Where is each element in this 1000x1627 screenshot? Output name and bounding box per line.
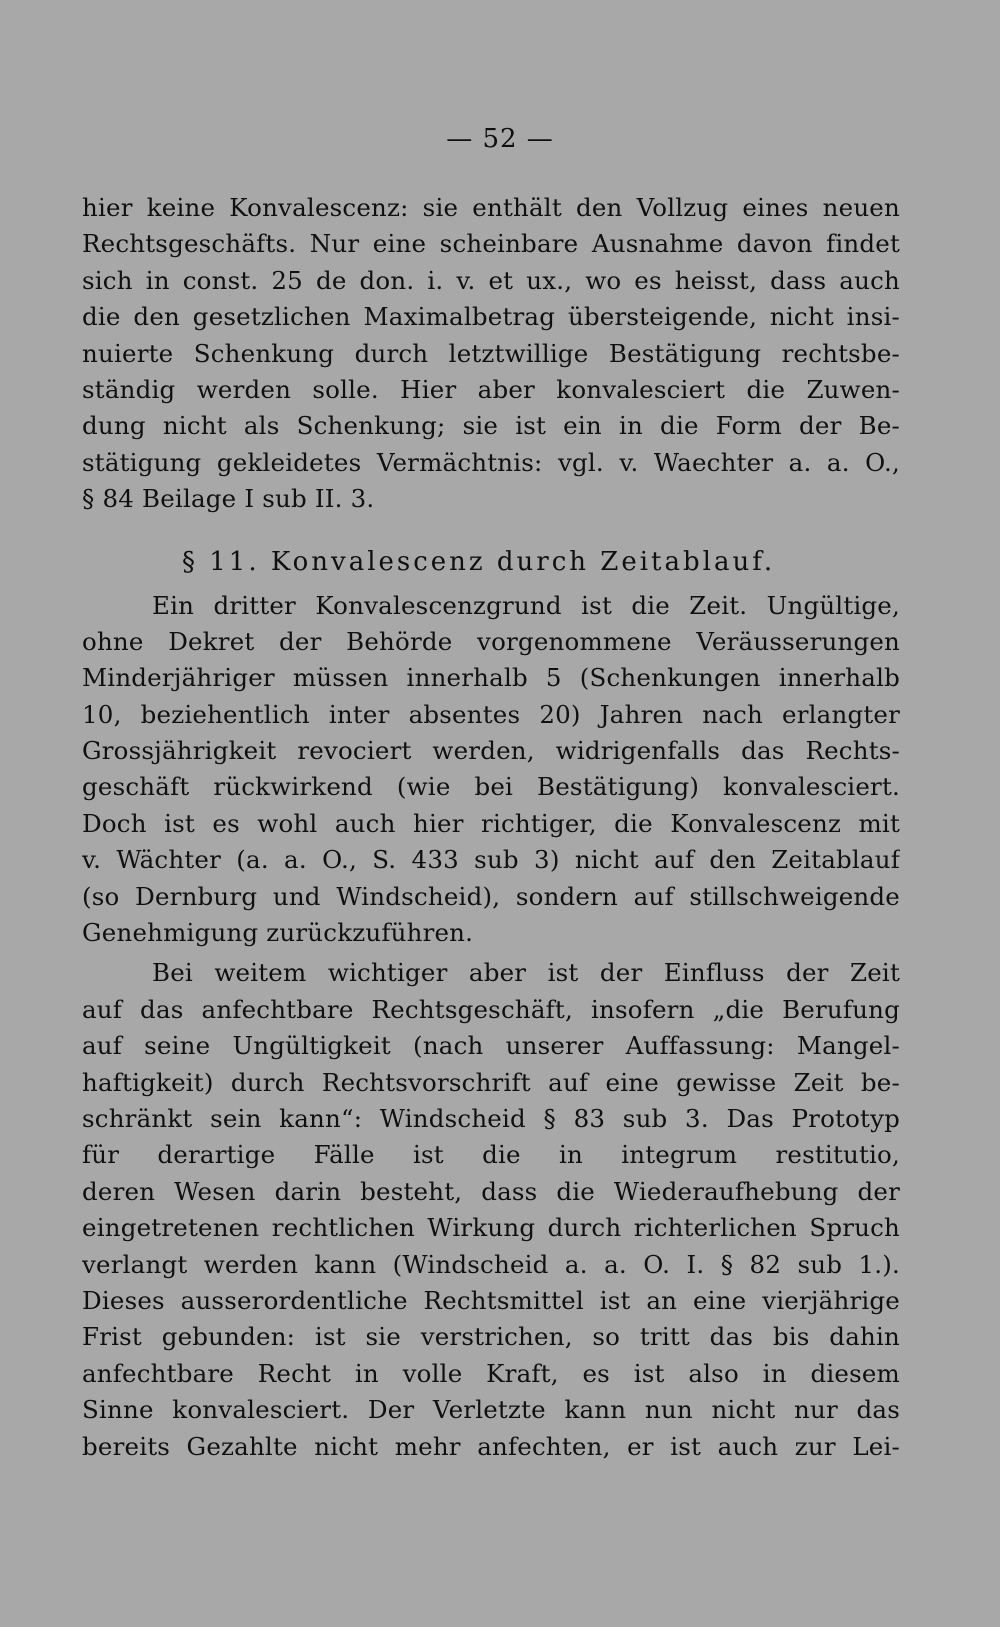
text-line: Ein dritter Konvalescenzgrund ist die Zeit. Ungültige, [152,590,900,620]
intro-paragraph [82,190,900,518]
text-line: Genehmigung zurückzuführen. [82,918,474,948]
text-line: (so Dernburg und Windscheid), sondern auf stillschweigende [82,881,900,911]
text-line: die den gesetzlichen Maximalbetrag übersteigende, nicht insi- [82,302,900,332]
text-line: geschäft rückwirkend (wie bei Bestätigung) konvalesciert. [82,772,900,802]
text-line: § 84 Beilage I sub II. 3. [82,484,375,514]
paragraph-1 [82,588,900,952]
text-line: 10, beziehentlich inter absentes 20) Jahren nach erlangter [82,699,900,729]
text-line: Grossjährigkeit revociert werden, widrigenfalls das Rechts- [82,736,900,766]
text-line: haftigkeit) durch Rechtsvorschrift auf eine gewisse Zeit be- [82,1067,900,1097]
text-line: ohne Dekret der Behörde vorgenommene Veräusserungen [82,626,900,656]
text-line: verlangt werden kann (Windscheid a. a. O. I. § 82 sub 1.). [82,1249,900,1279]
text-line: stätigung gekleidetes Vermächtnis: vgl. v. Waechter a. a. O., [82,447,900,477]
text-line: bereits Gezahlte nicht mehr anfechten, er ist auch zur Lei- [82,1431,900,1461]
text-line: dung nicht als Schenkung; sie ist ein in die Form der Be- [82,411,900,441]
text-line: Sinne konvalesciert. Der Verletzte kann nun nicht nur das [82,1395,900,1425]
text-line: hier keine Konvalescenz: sie enthält den Vollzug eines neuen [82,193,900,222]
page-number: — 52 — [446,124,554,154]
text-line: deren Wesen darin besteht, dass die Wiederaufhebung der [82,1176,900,1206]
text-line: schränkt sein kann“: Windscheid § 83 sub 3. Das Prototyp [82,1103,900,1133]
text-line: Minderjähriger müssen innerhalb 5 (Schenkungen innerhalb [82,663,900,693]
text-line: v. Wächter (a. a. O., S. 433 sub 3) nicht auf den Zeitablauf [82,845,900,875]
text-line: eingetretenen rechtlichen Wirkung durch richterlichen Spruch [82,1213,900,1243]
text-line: Bei weitem wichtiger aber ist der Einfluss der Zeit [152,958,900,988]
text-line: für derartige Fälle ist die in integrum restitutio, [82,1140,900,1170]
text-line: ständig werden solle. Hier aber konvalesciert die Zuwen- [82,374,900,404]
text-line: Dieses ausserordentliche Rechtsmittel ist an eine vierjährige [82,1285,900,1315]
paragraph-2 [82,955,900,1464]
body-text [82,190,900,1465]
text-line: anfechtbare Recht in volle Kraft, es ist also in diesem [82,1358,900,1388]
text-line: Doch ist es wohl auch hier richtiger, die Konvalescenz mit [82,808,900,838]
text-line: Rechtsgeschäfts. Nur eine scheinbare Ausnahme davon findet [82,229,900,259]
text-line: auf seine Ungültigkeit (nach unserer Auffassung: Mangel- [82,1031,900,1061]
text-line: nuierte Schenkung durch letztwillige Bestätigung rechtsbe- [82,338,900,368]
section-title: § 11. Konvalescenz durch Zeitablauf. [182,546,776,577]
text-line: Frist gebunden: ist sie verstrichen, so tritt das bis dahin [82,1322,900,1352]
text-line: sich in const. 25 de don. i. v. et ux., wo es heisst, dass auch [82,265,900,295]
text-line: auf das anfechtbare Rechtsgeschäft, insofern „die Berufung [82,994,900,1024]
